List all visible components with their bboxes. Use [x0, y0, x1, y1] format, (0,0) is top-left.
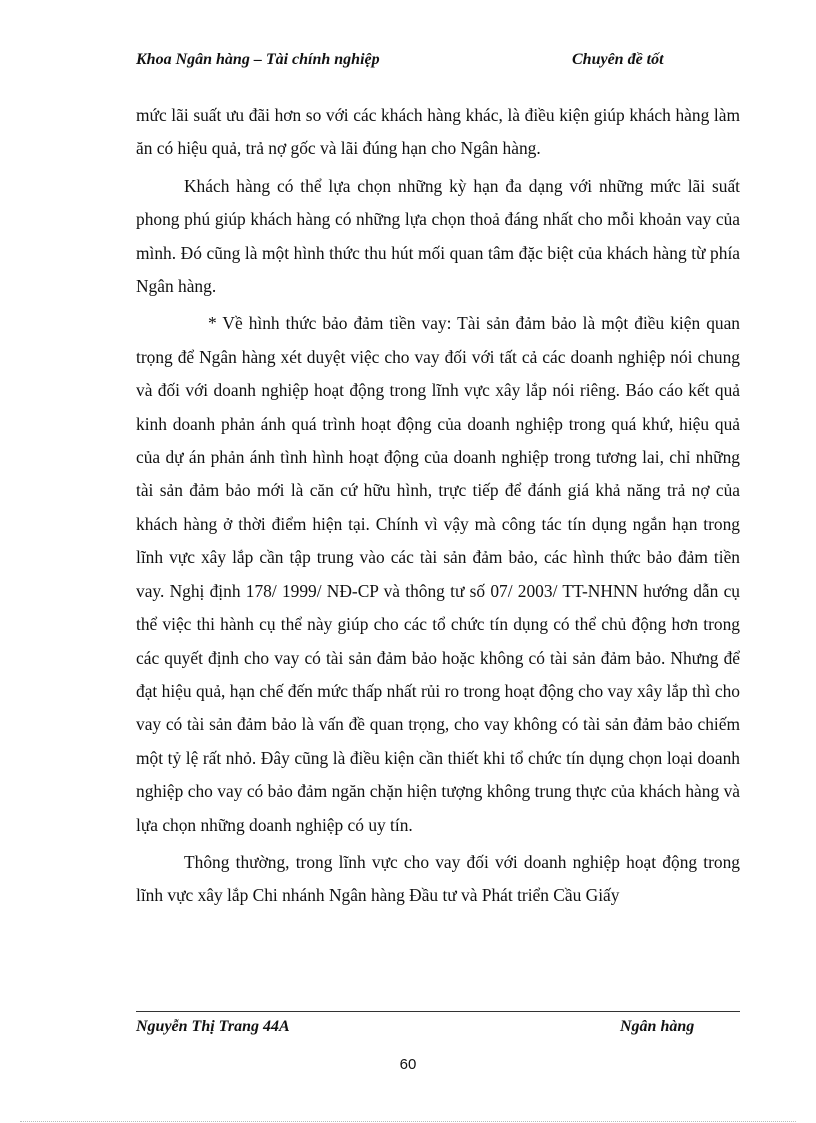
header-right-title: Chuyên đề tốt: [572, 51, 664, 68]
page-edge: [20, 1121, 796, 1122]
paragraph: mức lãi suất ưu đãi hơn so với các khách hàng khác, là điều kiện giúp khách hàng làm ăn có hiệu quả, trả nợ gốc và lãi đúng hạn cho Ngân hàng.: [136, 105, 740, 159]
document-body: [136, 99, 740, 913]
footer-department: Ngân hàng: [620, 1018, 695, 1035]
page-number: 60: [399, 1056, 417, 1073]
paragraph: Khách hàng có thể lựa chọn những kỳ hạn đa dạng với những mức lãi suất phong phú giúp khách hàng có những lựa chọn thoả đáng nhất cho mỗi khoản vay của mình. Đó cũng là một hình thức thu hút mối quan tâm đặc biệt của khách hàng từ phía Ngân hàng.: [136, 175, 740, 297]
footer-divider: [136, 1011, 740, 1012]
paragraph: * Về hình thức bảo đảm tiền vay: Tài sản đảm bảo là một điều kiện quan trọng để Ngân hàng xét duyệt việc cho vay đối với tất cả các doanh nghiệp nói chung và đối với doanh nghiệp hoạt động trong lĩnh vực xây lắp nói riêng. Báo cáo kết quả kinh doanh phản ánh quá trình hoạt động của doanh nghiệp trong quá khứ, hiệu quả của dự án phản ánh tình hình hoạt động của doanh nghiệp trong tương lai, chỉ những tài sản đảm bảo mới là căn cứ hữu hình, trực tiếp để đánh giá khả năng trả nợ của khách hàng ở thời điểm hiện tại. Chính vì vậy mà công tác tín dụng ngắn hạn trong lĩnh vực xây lắp cần tập trung vào các tài sản đảm bảo, các hình thức bảo đảm tiền vay. Nghị định 178/ 1999/ NĐ-CP và thông tư số 07/ 2003/ TT-NHNN hướng dẫn cụ thể việc thi hành cụ thể này giúp cho các tổ chức tín dụng có thể chủ động hơn trong các quyết định cho vay có tài sản đảm bảo hoặc không có tài sản đảm bảo. Nhưng để đạt hiệu quả, hạn chế đến mức thấp nhất rủi ro trong hoạt động cho vay xây lắp thì cho vay có tài sản đảm bảo là vấn đề quan trọng, cho vay không có tài sản đảm bảo chiếm một tỷ lệ rất nhỏ. Đây cũng là điều kiện cần thiết khi tổ chức tín dụng chọn loại doanh nghiệp cho vay có bảo đảm ngăn chặn hiện tượng không trung thực của khách hàng và lựa chọn những doanh nghiệp có uy tín.: [136, 313, 740, 835]
paragraph: Thông thường, trong lĩnh vực cho vay đối với doanh nghiệp hoạt động trong lĩnh vực xây lắp Chi nhánh Ngân hàng Đầu tư và Phát triển Cầu Giấy: [136, 851, 740, 906]
footer-author: Nguyễn Thị Trang 44A: [136, 1018, 290, 1035]
header-left-title: Khoa Ngân hàng – Tài chính nghiệp: [136, 51, 380, 68]
